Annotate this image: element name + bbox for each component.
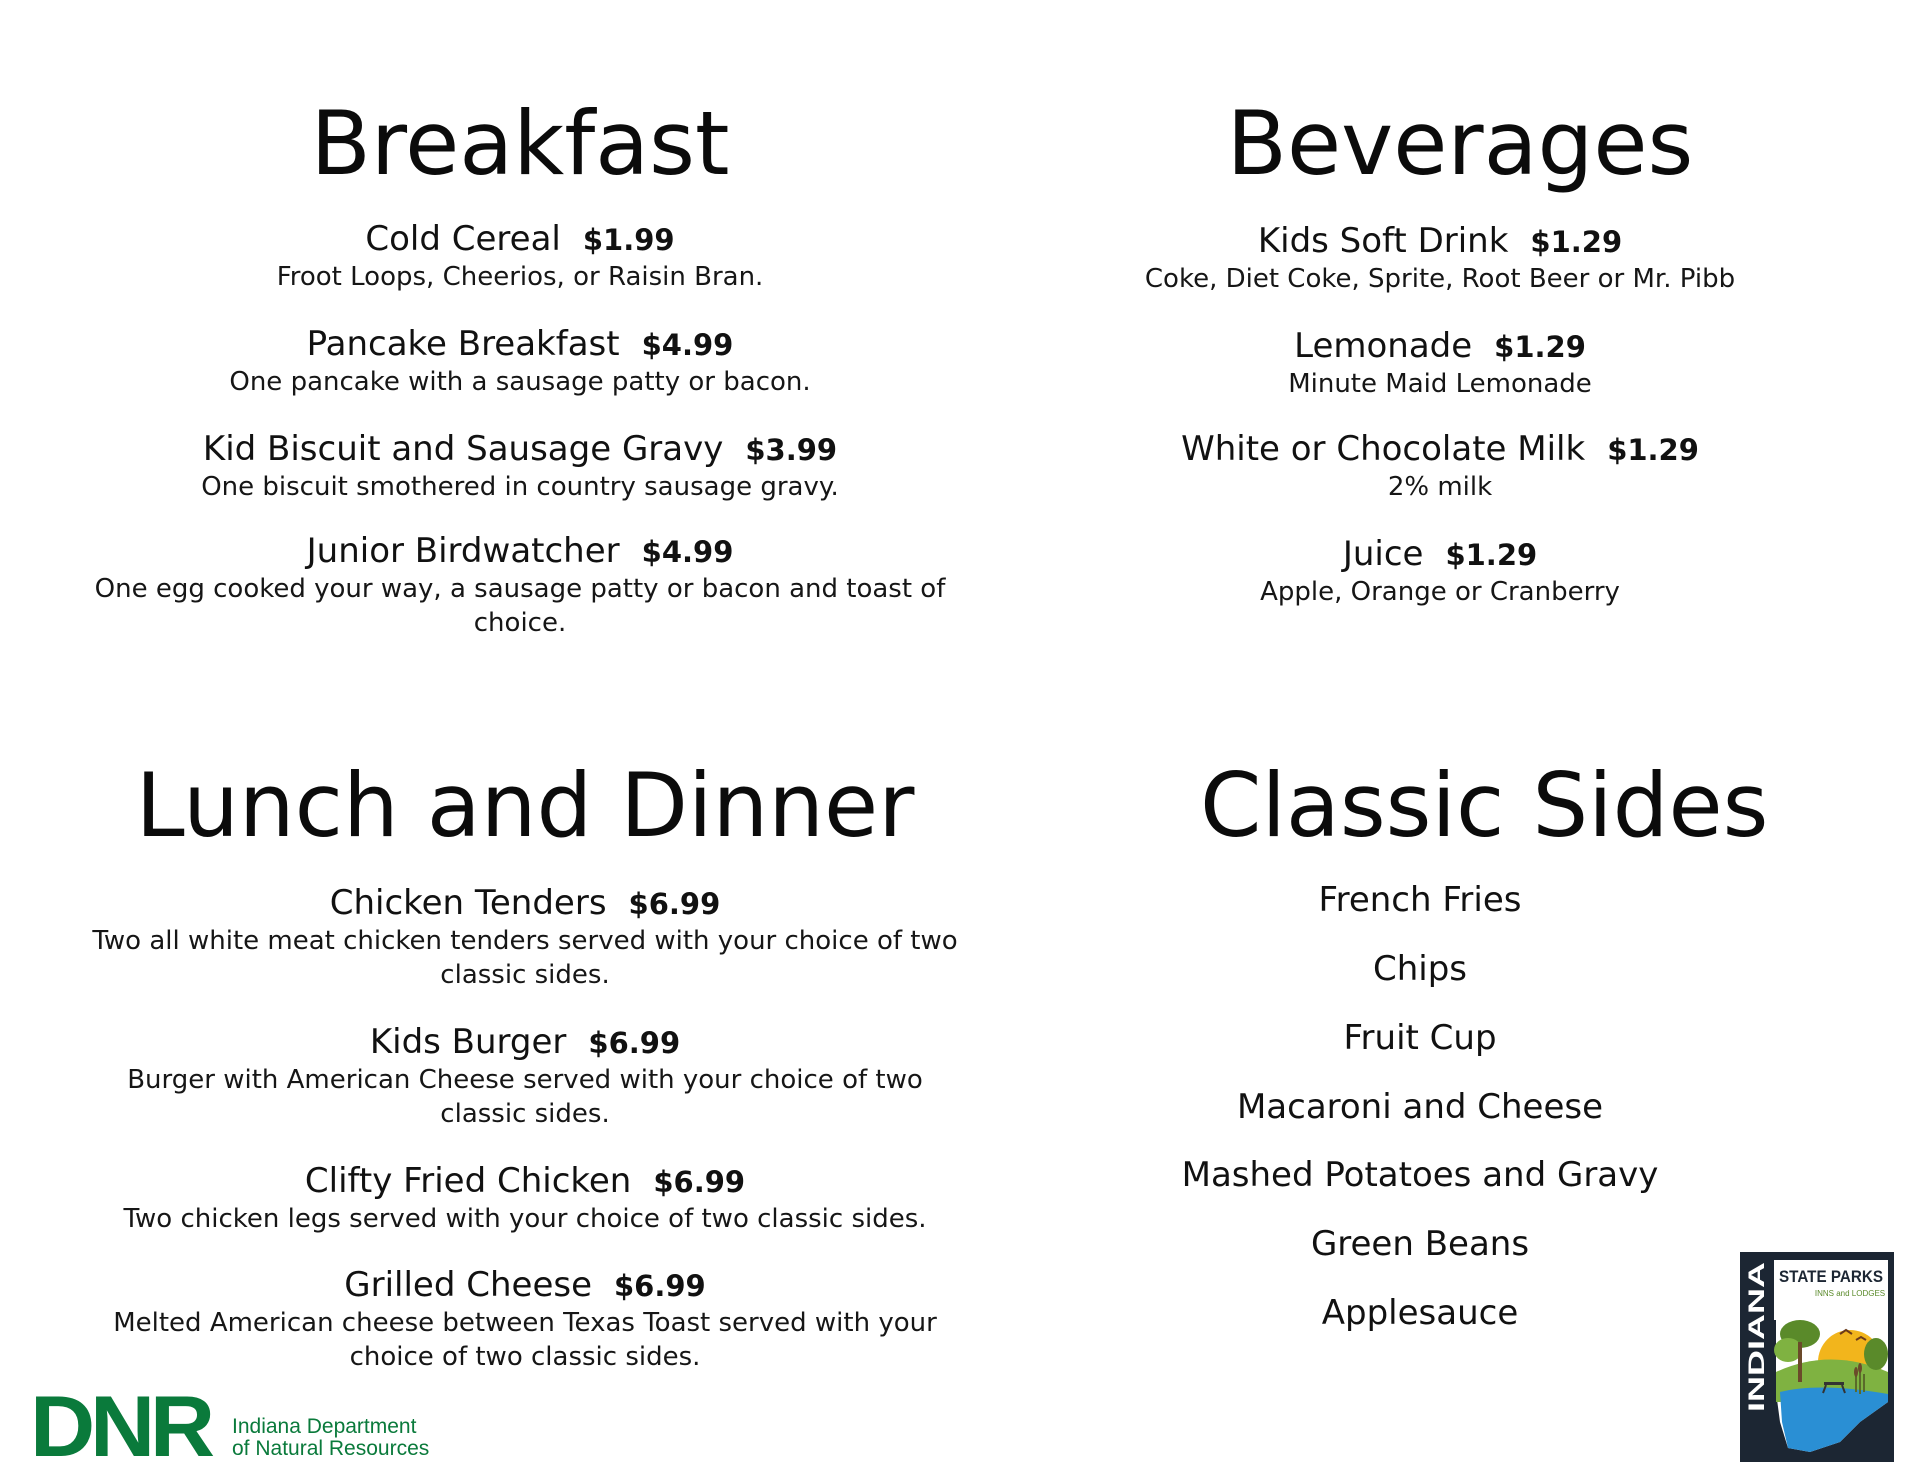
item-name: Grilled Cheese	[344, 1265, 592, 1305]
menu-item	[90, 218, 950, 294]
item-name: Kid Biscuit and Sausage Gravy	[202, 429, 724, 469]
beverages-title: Beverages	[1226, 92, 1694, 195]
menu-item	[90, 882, 960, 992]
item-price: $6.99	[653, 1165, 746, 1199]
item-name: Kids Burger	[369, 1022, 567, 1062]
item-price: $6.99	[628, 887, 721, 921]
item-description: Melted American cheese between Texas Toast served with your	[113, 1308, 937, 1338]
item-price: $4.99	[641, 328, 734, 362]
item-price: $1.29	[1607, 433, 1699, 467]
item-price: $3.99	[745, 433, 838, 467]
item-price: $4.99	[641, 535, 734, 569]
breakfast-title: Breakfast	[310, 92, 730, 195]
side-item: Fruit Cup	[1343, 1018, 1497, 1058]
side-item: Chips	[1372, 949, 1468, 989]
item-price: $1.29	[1530, 225, 1623, 259]
item-name: Chicken Tenders	[329, 883, 607, 923]
item-price: $1.99	[582, 223, 675, 257]
item-name: Pancake Breakfast	[306, 324, 620, 364]
lunch-section	[90, 754, 960, 1372]
item-name: Junior Birdwatcher	[306, 531, 620, 571]
dnr-letters: DNR	[30, 1379, 210, 1475]
item-price: $1.29	[1445, 538, 1538, 572]
state-parks-logo	[1740, 1252, 1894, 1462]
item-description: Apple, Orange or Cranberry	[1260, 577, 1620, 607]
menu-item	[90, 530, 950, 640]
item-description: choice of two classic sides.	[349, 1342, 701, 1372]
sides-title: Classic Sides	[1200, 754, 1769, 857]
item-description: classic sides.	[440, 1099, 610, 1129]
parks-title: STATE PARKS	[1779, 1267, 1883, 1286]
item-description: Coke, Diet Coke, Sprite, Root Beer or Mr. Pibb	[1144, 264, 1736, 294]
menu-item	[90, 1160, 960, 1236]
side-item: Macaroni and Cheese	[1236, 1087, 1604, 1127]
menu-item	[1130, 428, 1750, 504]
item-name: Cold Cereal	[365, 219, 561, 259]
menu-item	[90, 1264, 960, 1374]
item-description: Burger with American Cheese served with your choice of two	[127, 1065, 923, 1095]
item-name: Lemonade	[1294, 326, 1473, 366]
item-description: One egg cooked your way, a sausage patty or bacon and toast of	[94, 574, 946, 604]
item-description: Minute Maid Lemonade	[1288, 369, 1592, 399]
item-name: White or Chocolate Milk	[1181, 429, 1586, 469]
parks-vertical-text: INDIANA	[1744, 1320, 1769, 1412]
item-description: Two all white meat chicken tenders served with your choice of two	[92, 926, 958, 956]
item-description: One biscuit smothered in country sausage gravy.	[201, 472, 839, 502]
side-item: Mashed Potatoes and Gravy	[1181, 1155, 1659, 1195]
breakfast-section	[90, 92, 950, 638]
dnr-logo	[30, 1379, 450, 1475]
side-item: Applesauce	[1321, 1293, 1519, 1333]
beverages-section	[1130, 92, 1750, 607]
menu-item	[90, 323, 950, 399]
item-price: $1.29	[1494, 330, 1586, 364]
side-item: French Fries	[1318, 880, 1522, 920]
menu-item	[1130, 220, 1750, 296]
menu-item	[1130, 325, 1750, 401]
item-description: Froot Loops, Cheerios, or Raisin Bran.	[276, 262, 764, 292]
menu-item	[90, 1021, 960, 1131]
item-price: $6.99	[588, 1026, 681, 1060]
item-description: choice.	[473, 608, 567, 638]
item-name: Kids Soft Drink	[1257, 221, 1509, 261]
menu-item	[90, 428, 950, 504]
sides-section	[1130, 754, 1769, 1333]
dnr-text-line1: Indiana Department	[232, 1415, 417, 1438]
item-description: 2% milk	[1387, 472, 1493, 502]
dnr-text	[232, 1416, 429, 1460]
item-name: Juice	[1342, 534, 1424, 574]
parks-subtitle: INNS and LODGES	[1814, 1289, 1886, 1298]
item-description: Two chicken legs served with your choice of two classic sides.	[123, 1204, 927, 1234]
lunch-title: Lunch and Dinner	[135, 754, 915, 857]
dnr-text-line2: of Natural Resources	[232, 1437, 430, 1460]
side-item: Green Beans	[1310, 1224, 1530, 1264]
item-price: $6.99	[614, 1269, 706, 1303]
menu-item	[1130, 533, 1750, 609]
item-description: One pancake with a sausage patty or bacon.	[229, 367, 811, 397]
item-name: Clifty Fried Chicken	[304, 1161, 632, 1201]
item-description: classic sides.	[440, 960, 610, 990]
